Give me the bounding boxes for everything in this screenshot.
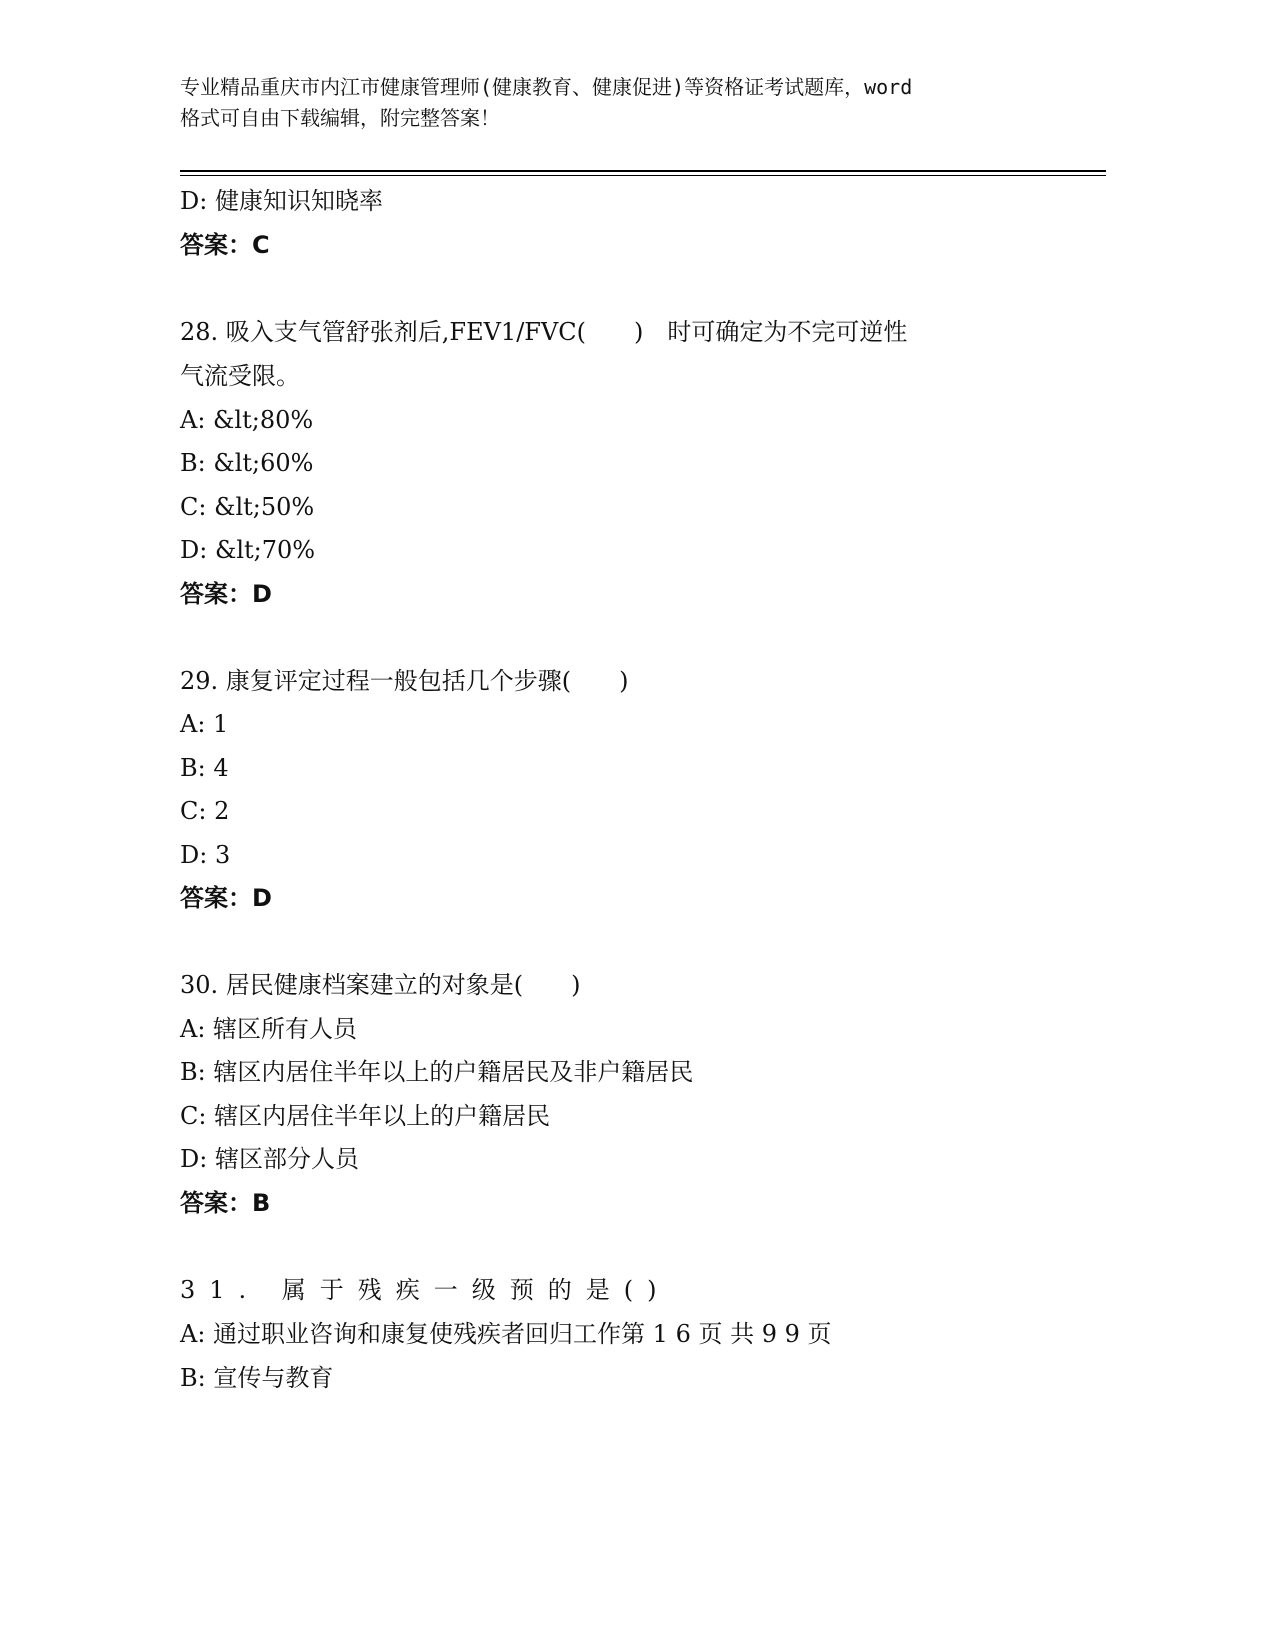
option-b: B: 宣传与教育 [180, 1364, 334, 1392]
question-29: 29. 康复评定过程一般包括几个步骤( ) [180, 667, 629, 695]
document-header-line1: 专业精品重庆市内江市健康管理师(健康教育、健康促进)等资格证考试题库，word [180, 75, 913, 99]
option-d: D: &lt;70% [180, 536, 316, 564]
question-31: 31. 属于残疾一级预的是() [180, 1276, 671, 1304]
question-28: 28. 吸入支气管舒张剂后,FEV1/FVC( ) 时可确定为不完可逆性 [180, 318, 908, 346]
header-divider [180, 170, 1106, 172]
question-30: 30. 居民健康档案建立的对象是( ) [180, 971, 581, 999]
document-header-line2: 格式可自由下载编辑，附完整答案！ [180, 106, 500, 130]
option-a-text: A: 通过职业咨询和康复使残疾者回归工作 [180, 1320, 622, 1348]
option-d: D: 辖区部分人员 [180, 1145, 359, 1173]
option-a: A: 1 [180, 710, 229, 738]
option-d: D: 3 [180, 841, 231, 869]
option-a: A: &lt;80% [180, 406, 314, 434]
answer: 答案：B [180, 1189, 271, 1217]
option-b: B: 辖区内居住半年以上的户籍居民及非户籍居民 [180, 1058, 694, 1086]
option-c: C: &lt;50% [180, 493, 315, 521]
question-28-cont: 气流受限。 [180, 362, 300, 390]
option-c: C: 2 [180, 797, 230, 825]
option-b: B: 4 [180, 754, 229, 782]
option-b: B: &lt;60% [180, 449, 314, 477]
option-c: C: 辖区内居住半年以上的户籍居民 [180, 1102, 551, 1130]
header-divider-thin [180, 175, 1106, 176]
option-a [180, 1319, 832, 1349]
answer: 答案：D [180, 884, 272, 912]
option-a: A: 辖区所有人员 [180, 1015, 358, 1043]
answer: 答案：D [180, 580, 272, 608]
option-d: D: 健康知识知晓率 [180, 187, 383, 215]
page-number: 第 1 6 页 共 9 9 页 [621, 1320, 832, 1348]
answer: 答案：C [180, 231, 270, 259]
